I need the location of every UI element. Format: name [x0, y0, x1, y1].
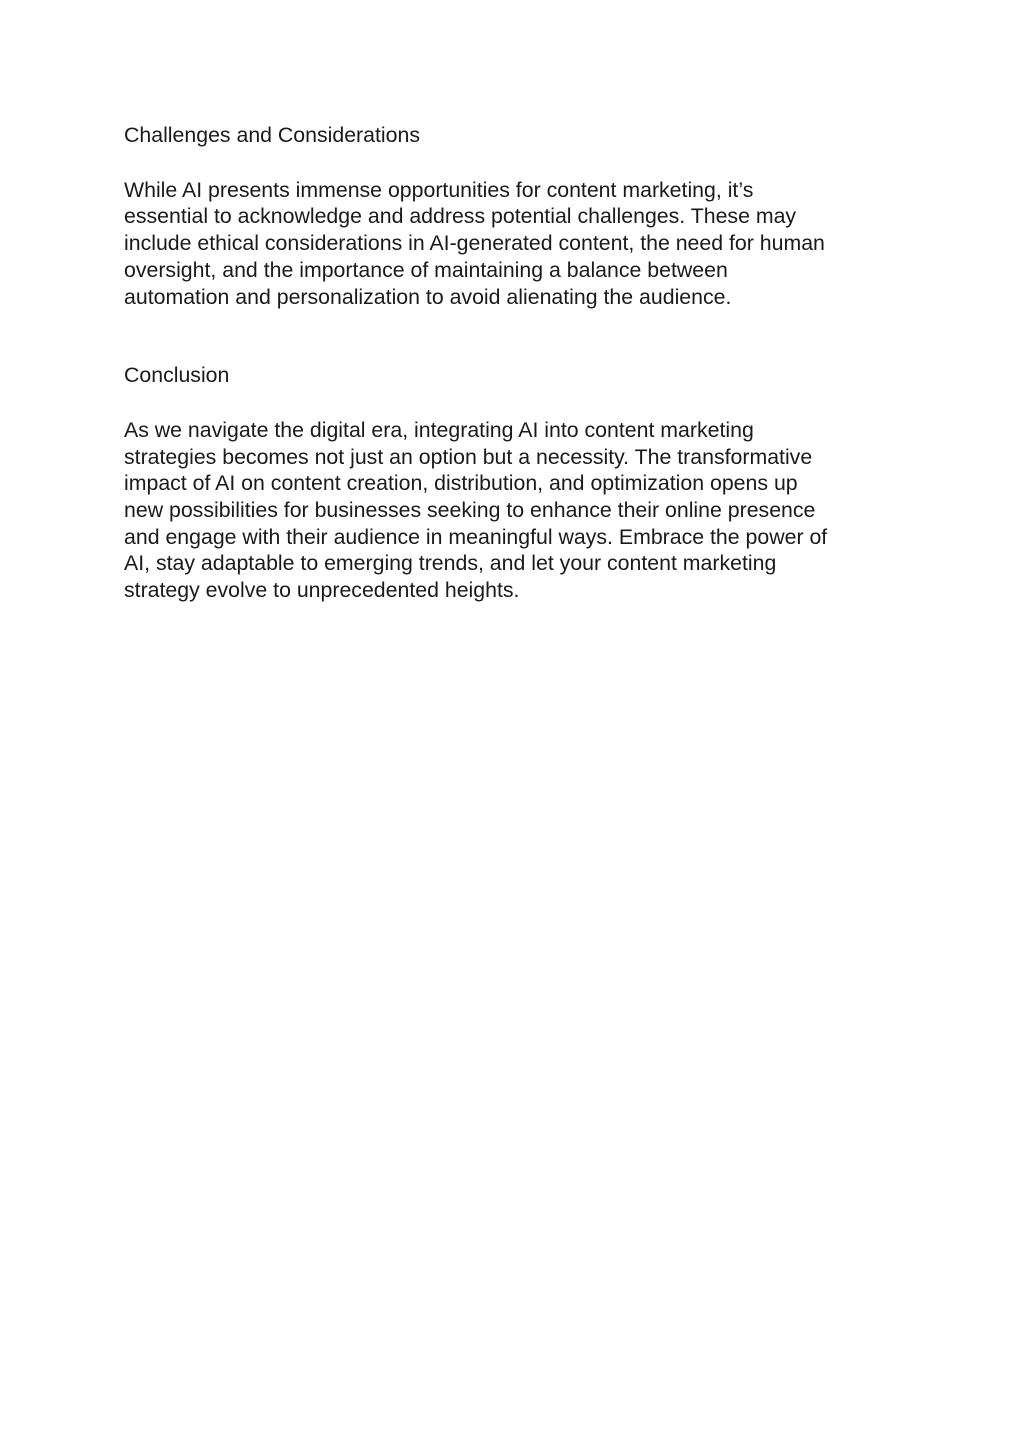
- paragraph-line: strategies becomes not just an option but a necessity. The transformative: [124, 444, 813, 469]
- paragraph-line: As we navigate the digital era, integrating AI into content marketing: [124, 417, 754, 442]
- paragraph-line: oversight, and the importance of maintaining a balance between: [124, 257, 728, 282]
- section-heading-conclusion: Conclusion: [124, 363, 230, 388]
- paragraph-line: strategy evolve to unprecedented heights.: [124, 578, 520, 603]
- paragraph-line: AI, stay adaptable to emerging trends, and let your content marketing: [124, 551, 777, 576]
- paragraph-line: new possibilities for businesses seeking to enhance their online presence: [124, 498, 816, 523]
- paragraph-challenges: [124, 177, 904, 311]
- paragraph-line: automation and personalization to avoid alienating the audience.: [124, 284, 732, 309]
- paragraph-conclusion: [124, 417, 904, 604]
- section-heading-challenges: Challenges and Considerations: [124, 123, 420, 147]
- spacer: [124, 389, 904, 417]
- paragraph-line: include ethical considerations in AI-generated content, the need for human: [124, 231, 825, 256]
- spacer: [124, 310, 904, 362]
- paragraph-line: While AI presents immense opportunities for content marketing, it’s: [124, 177, 754, 202]
- paragraph-line: impact of AI on content creation, distribution, and optimization opens up: [124, 471, 798, 496]
- document-body: [124, 122, 904, 604]
- paragraph-line: and engage with their audience in meaningful ways. Embrace the power of: [124, 524, 828, 549]
- paragraph-line: essential to acknowledge and address potential challenges. These may: [124, 204, 797, 229]
- spacer: [124, 149, 904, 177]
